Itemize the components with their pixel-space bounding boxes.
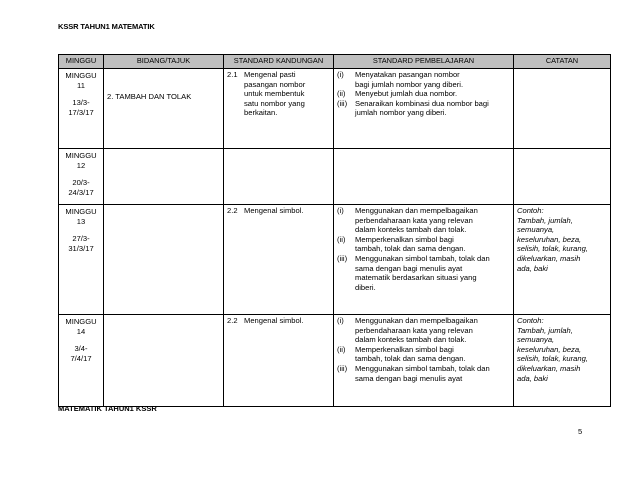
catatan-line: ada, baki bbox=[517, 373, 548, 383]
standard-kandungan-text bbox=[244, 316, 330, 326]
standard-pembelajaran-item bbox=[337, 206, 510, 235]
catatan-line: keseluruhan, beza, bbox=[517, 344, 582, 354]
week-gap bbox=[62, 226, 100, 234]
column-header-bidang: BIDANG/TAJUK bbox=[104, 55, 224, 69]
standard-pembelajaran-numeral: (ii) bbox=[337, 89, 346, 99]
catatan-line: dikeluarkan, masih bbox=[517, 253, 581, 263]
standard-pembelajaran-text bbox=[355, 364, 510, 383]
standard-pembelajaran-text bbox=[355, 254, 510, 292]
standard-pembelajaran-line: matematik berdasarkan situasi yang bbox=[355, 273, 477, 283]
standard-pembelajaran-item bbox=[337, 99, 510, 118]
standard-pembelajaran-line: Memperkenalkan simbol bagi bbox=[355, 234, 454, 244]
document-header: KSSR TAHUN1 MATEMATIK bbox=[58, 22, 155, 31]
week-label: MINGGU bbox=[65, 71, 97, 80]
standard-kandungan-line: berkaitan. bbox=[244, 108, 278, 118]
standard-kandungan-line: Mengenal simbol. bbox=[244, 316, 304, 325]
standard-pembelajaran-text bbox=[355, 345, 510, 364]
standard-kandungan-line: Mengenal simbol. bbox=[244, 206, 304, 215]
standard-kandungan bbox=[227, 316, 330, 326]
week-number: 13 bbox=[76, 216, 86, 226]
standard-pembelajaran-cell bbox=[334, 69, 514, 149]
standard-pembelajaran-numeral: (i) bbox=[337, 70, 344, 79]
standard-pembelajaran-line: dalam konteks tambah dan tolak. bbox=[355, 225, 467, 235]
week-date: 3/4- bbox=[74, 344, 88, 354]
standard-pembelajaran-item bbox=[337, 316, 510, 345]
week-number: 14 bbox=[76, 326, 86, 336]
standard-pembelajaran-line: Menggunakan simbol tambah, tolak dan bbox=[355, 253, 490, 263]
table-row bbox=[59, 149, 611, 205]
week-label: MINGGU bbox=[65, 207, 97, 216]
standard-pembelajaran-line: perbendaharaan kata yang relevan bbox=[355, 215, 473, 225]
catatan-line: selisih, tolak, kurang, bbox=[517, 354, 588, 364]
week-number: 11 bbox=[77, 80, 85, 90]
week-cell bbox=[59, 149, 104, 205]
week-gap bbox=[62, 336, 100, 344]
standard-pembelajaran-item bbox=[337, 254, 510, 292]
catatan-line: Tambah, jumlah, bbox=[517, 215, 573, 225]
catatan-cell bbox=[514, 69, 611, 149]
standard-pembelajaran-text bbox=[355, 235, 510, 254]
standard-kandungan-text bbox=[244, 70, 330, 118]
week-cell bbox=[59, 69, 104, 149]
table-row bbox=[59, 69, 611, 149]
catatan-line: selisih, tolak, kurang, bbox=[517, 244, 588, 254]
bidang-cell bbox=[104, 149, 224, 205]
catatan-line: dikeluarkan, masih bbox=[517, 363, 581, 373]
standard-kandungan-line: untuk membentuk bbox=[244, 89, 305, 99]
standard-pembelajaran-cell bbox=[334, 149, 514, 205]
week-cell bbox=[59, 315, 104, 407]
standard-kandungan-line: Mengenal pasti bbox=[244, 70, 296, 79]
standard-pembelajaran-numeral: (iii) bbox=[337, 98, 348, 108]
standard-pembelajaran-cell bbox=[334, 315, 514, 407]
column-header-standard-pembelajaran: STANDARD PEMBELAJARAN bbox=[334, 55, 514, 69]
table-body bbox=[59, 69, 611, 407]
catatan-line: semuanya, bbox=[517, 335, 555, 345]
week-number: 12 bbox=[76, 160, 86, 170]
lesson-plan-table bbox=[58, 54, 611, 407]
standard-kandungan-number: 2.1 bbox=[227, 70, 238, 79]
bidang-title: 2. TAMBAH DAN TOLAK bbox=[107, 92, 192, 101]
standard-pembelajaran-numeral: (iii) bbox=[337, 253, 348, 263]
standard-pembelajaran-numeral: (i) bbox=[337, 316, 344, 325]
column-header-standard-kandungan: STANDARD KANDUNGAN bbox=[224, 55, 334, 69]
catatan-cell bbox=[514, 205, 611, 315]
standard-pembelajaran-numeral: (ii) bbox=[337, 234, 346, 244]
table-row bbox=[59, 205, 611, 315]
standard-pembelajaran-line: jumlah nombor yang diberi. bbox=[355, 108, 447, 118]
catatan-line: semuanya, bbox=[517, 225, 555, 235]
week-label: MINGGU bbox=[65, 317, 97, 326]
standard-pembelajaran-item bbox=[337, 235, 510, 254]
standard-pembelajaran-text bbox=[355, 206, 510, 235]
standard-pembelajaran-item bbox=[337, 364, 510, 383]
standard-pembelajaran-line: Memperkenalkan simbol bagi bbox=[355, 344, 454, 354]
standard-pembelajaran-item bbox=[337, 89, 510, 99]
catatan-cell bbox=[514, 315, 611, 407]
standard-pembelajaran-text bbox=[355, 70, 510, 89]
standard-kandungan-text bbox=[244, 206, 330, 216]
document-footer: MATEMATIK TAHUN1 KSSR bbox=[58, 404, 157, 413]
standard-pembelajaran-line: bagi jumlah nombor yang diberi. bbox=[355, 79, 464, 89]
standard-pembelajaran-text bbox=[355, 99, 510, 118]
week-gap bbox=[62, 90, 100, 98]
standard-pembelajaran-line: sama dengan bagi menulis ayat bbox=[355, 373, 463, 383]
standard-kandungan-cell bbox=[224, 69, 334, 149]
week-gap bbox=[62, 170, 100, 178]
standard-kandungan-cell bbox=[224, 315, 334, 407]
standard-pembelajaran-cell bbox=[334, 205, 514, 315]
standard-pembelajaran-line: Senaraikan kombinasi dua nombor bagi bbox=[355, 98, 489, 108]
week-date: 17/3/17 bbox=[68, 107, 94, 117]
table-header-row bbox=[59, 55, 611, 69]
standard-kandungan-number: 2.2 bbox=[227, 206, 238, 215]
standard-pembelajaran-line: Menyatakan pasangan nombor bbox=[355, 70, 460, 79]
column-header-catatan: CATATAN bbox=[514, 55, 611, 69]
catatan-line: keseluruhan, beza, bbox=[517, 234, 582, 244]
catatan-cell bbox=[514, 149, 611, 205]
week-date: 7/4/17 bbox=[70, 353, 92, 363]
standard-kandungan bbox=[227, 206, 330, 216]
week-date: 27/3- bbox=[72, 234, 90, 244]
week-cell bbox=[59, 205, 104, 315]
standard-pembelajaran-line: sama dengan bagi menulis ayat bbox=[355, 263, 463, 273]
standard-pembelajaran-line: diberi. bbox=[355, 282, 376, 292]
week-date: 20/3- bbox=[72, 178, 90, 188]
standard-pembelajaran-line: Menggunakan simbol tambah, tolak dan bbox=[355, 363, 490, 373]
standard-pembelajaran-line: tambah, tolak dan sama dengan. bbox=[355, 354, 466, 364]
standard-kandungan-cell bbox=[224, 149, 334, 205]
catatan-line: Tambah, jumlah, bbox=[517, 325, 573, 335]
week-label: MINGGU bbox=[65, 151, 97, 160]
week-date: 13/3- bbox=[72, 98, 90, 108]
standard-pembelajaran-line: dalam konteks tambah dan tolak. bbox=[355, 335, 467, 345]
standard-pembelajaran-line: Menggunakan dan mempelbagaikan bbox=[355, 206, 478, 215]
column-header-minggu: MINGGU bbox=[59, 55, 104, 69]
standard-pembelajaran-text bbox=[355, 316, 510, 345]
standard-pembelajaran-line: Menggunakan dan mempelbagaikan bbox=[355, 316, 478, 325]
standard-kandungan bbox=[227, 70, 330, 118]
bidang-cell bbox=[104, 69, 224, 149]
standard-pembelajaran-line: perbendaharaan kata yang relevan bbox=[355, 325, 473, 335]
standard-kandungan-line: pasangan nombor bbox=[244, 79, 306, 89]
week-date: 24/3/17 bbox=[68, 187, 94, 197]
standard-pembelajaran-numeral: (iii) bbox=[337, 363, 348, 373]
week-date: 31/3/17 bbox=[68, 243, 94, 253]
bidang-cell bbox=[104, 315, 224, 407]
standard-pembelajaran-item bbox=[337, 345, 510, 364]
catatan-line: Contoh: bbox=[517, 316, 544, 325]
standard-pembelajaran-numeral: (i) bbox=[337, 206, 344, 215]
standard-pembelajaran-item bbox=[337, 70, 510, 89]
table-row bbox=[59, 315, 611, 407]
page-number: 5 bbox=[578, 427, 583, 436]
catatan-line: Contoh: bbox=[517, 206, 544, 215]
standard-kandungan-line: satu nombor yang bbox=[244, 98, 305, 108]
standard-kandungan-cell bbox=[224, 205, 334, 315]
standard-pembelajaran-numeral: (ii) bbox=[337, 344, 346, 354]
bidang-cell bbox=[104, 205, 224, 315]
standard-pembelajaran-text bbox=[355, 89, 510, 99]
standard-pembelajaran-line: Menyebut jumlah dua nombor. bbox=[355, 89, 458, 99]
catatan-line: ada, baki bbox=[517, 263, 548, 273]
standard-kandungan-number: 2.2 bbox=[227, 316, 238, 325]
standard-pembelajaran-line: tambah, tolak dan sama dengan. bbox=[355, 244, 466, 254]
